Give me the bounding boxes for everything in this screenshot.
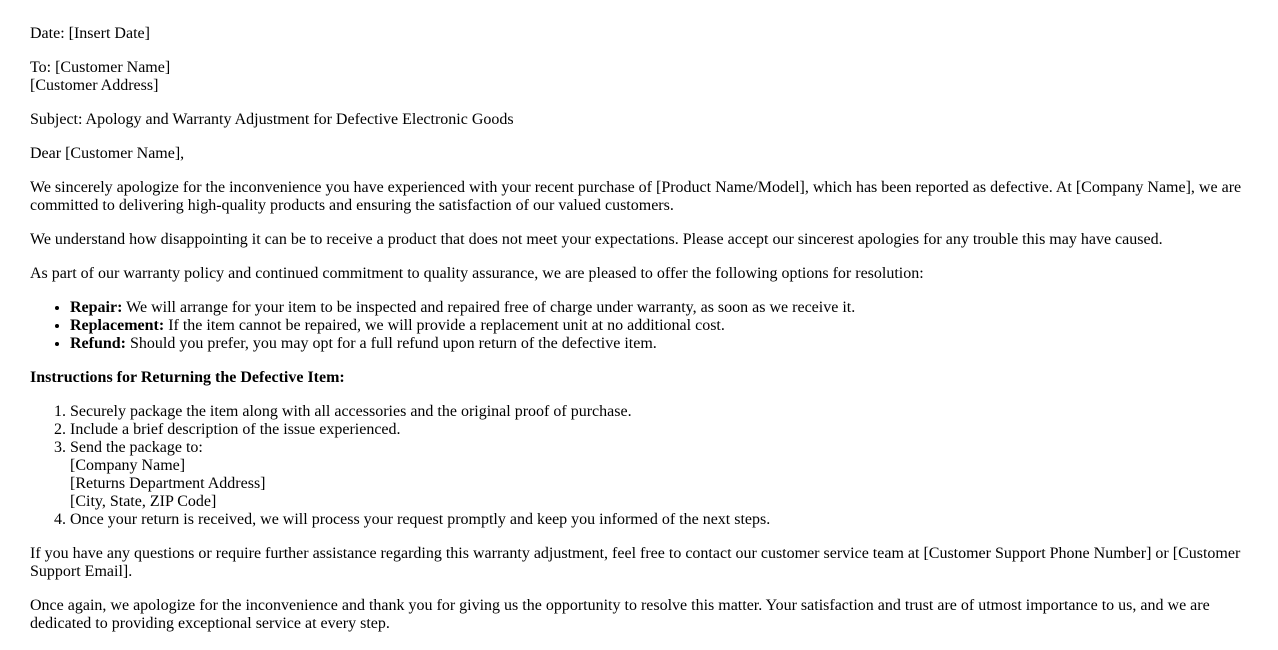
recipient-name-line: To: [Customer Name] bbox=[30, 59, 171, 76]
step-package-text: Securely package the item along with all accessories and the original proof of purchase. bbox=[70, 403, 632, 420]
option-refund-label: Refund: bbox=[70, 335, 127, 352]
option-refund bbox=[70, 335, 1248, 353]
resolution-options-list bbox=[30, 299, 1248, 353]
recipient-address-line: [Customer Address] bbox=[30, 77, 159, 94]
return-steps-list bbox=[30, 403, 1248, 529]
salutation: Dear [Customer Name], bbox=[30, 145, 185, 162]
step-processing bbox=[70, 511, 1248, 529]
paragraph-options-intro: As part of our warranty policy and continued commitment to quality assurance, we are pleased to offer the following options for resolution: bbox=[30, 265, 924, 282]
instructions-heading-text: Instructions for Returning the Defective Item: bbox=[30, 369, 345, 386]
option-replacement bbox=[70, 317, 1248, 335]
step-processing-text: Once your return is received, we will process your request promptly and keep you informed of the next steps. bbox=[70, 511, 771, 528]
option-repair bbox=[70, 299, 1248, 317]
subject-line: Subject: Apology and Warranty Adjustment for Defective Electronic Goods bbox=[30, 111, 514, 128]
return-city-state-zip: [City, State, ZIP Code] bbox=[70, 493, 217, 510]
step-description bbox=[70, 421, 1248, 439]
date-line: Date: [Insert Date] bbox=[30, 25, 150, 42]
step-send-text: Send the package to: bbox=[70, 439, 203, 456]
option-refund-text: Should you prefer, you may opt for a full refund upon return of the defective item. bbox=[126, 335, 657, 352]
return-department-address: [Returns Department Address] bbox=[70, 475, 266, 492]
paragraph-understanding: We understand how disappointing it can be to receive a product that does not meet your expectations. Please accept our sincerest apologies for any trouble this may have caused. bbox=[30, 231, 1163, 248]
option-repair-text: We will arrange for your item to be inspected and repaired free of charge under warranty, as soon as we receive it. bbox=[122, 299, 856, 316]
step-package-item bbox=[70, 403, 1248, 421]
option-repair-label: Repair: bbox=[70, 299, 123, 316]
paragraph-apology: We sincerely apologize for the inconvenience you have experienced with your recent purchase of [Product Name/Model], which has been reported as defective. At [Company Name], we are committed to delivering high-quality products and ensuring the satisfaction of our valued customers. bbox=[30, 179, 1242, 214]
step-description-text: Include a brief description of the issue experienced. bbox=[70, 421, 401, 438]
recipient-block bbox=[30, 59, 1248, 95]
option-replacement-label: Replacement: bbox=[70, 317, 165, 334]
return-company-name: [Company Name] bbox=[70, 457, 186, 474]
option-replacement-text: If the item cannot be repaired, we will provide a replacement unit at no additional cost. bbox=[164, 317, 725, 334]
step-send-package bbox=[70, 439, 1248, 511]
paragraph-contact: If you have any questions or require further assistance regarding this warranty adjustment, feel free to contact our customer service team at [Customer Support Phone Number] or [Customer Support Email]. bbox=[30, 545, 1241, 580]
paragraph-closing: Once again, we apologize for the inconvenience and thank you for giving us the opportunity to resolve this matter. Your satisfaction and trust are of utmost importance to us, and we are dedicated to providing exceptional service at every step. bbox=[30, 597, 1210, 632]
instructions-heading bbox=[30, 369, 1248, 387]
